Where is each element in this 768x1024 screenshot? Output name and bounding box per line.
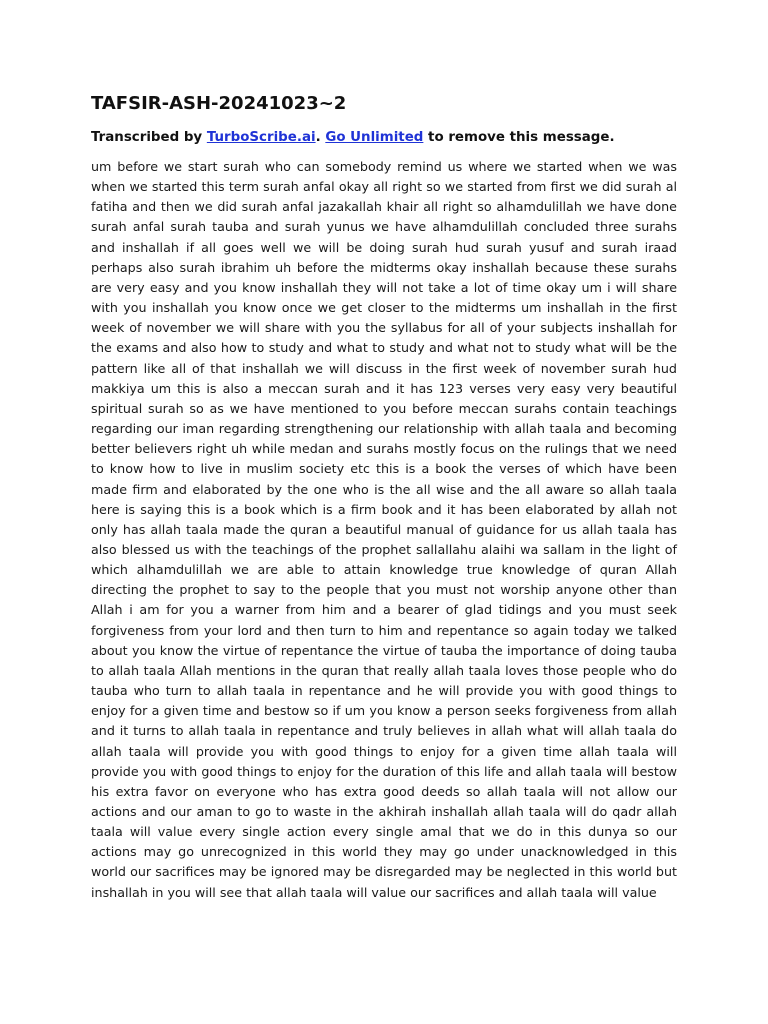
document-title: TAFSIR-ASH-20241023~2 [91, 93, 347, 114]
transcript-body: um before we start surah who can somebody remind us where we started when we was when we started this term surah anfal okay all right so we started from first we did surah al fatiha and then we did surah anfal jazakallah khair all right so alhamdulillah we have done surah anfal surah tauba and surah yunus we have alhamdulillah concluded three surahs and inshallah if all goes well we will be doing surah hud surah yusuf and surah iraad perhaps also surah ibrahim uh before the midterms okay inshallah because these surahs are very easy and you know inshallah they will not take a lot of time okay um i will share with you inshallah you know once we get closer to the midterms um inshallah in the first week of november we will share with you the syllabus for all of your subjects inshallah for the exams and also how to study and what to study and what not to study what will be the pattern like all of that inshallah we will discuss in the first week of november surah hud makkiya um this is also a meccan surah and it has 123 verses very easy very beautiful spiritual surah so as we have mentioned to you before meccan surahs contain teachings regarding our iman regarding strengthening our relationship with allah taala and becoming better believers right uh while medan and surahs mostly focus on the rulings that we need to know how to live in muslim society etc this is a book the verses of which have been made firm and elaborated by the one who is the all wise and the all aware so allah taala here is saying this is a book which is a firm book and it has been elaborated by allah not only has allah taala made the quran a beautiful manual of guidance for us allah taala has also blessed us with the teachings of the prophet sallallahu alaihi wa sallam in the light of which alhamdulillah we are able to attain knowledge true knowledge of quran Allah directing the prophet to say to the people that you must not worship anyone other than Allah i am for you a warner from him and a bearer of glad tidings and you must seek forgiveness from your lord and then turn to him and repentance so again today we talked about you know the virtue of repentance the virtue of tauba the importance of doing tauba to allah taala Allah mentions in the quran that really allah taala loves those people who do tauba who turn to allah taala in repentance and he will provide you with good things to enjoy for a given time and bestow so if um you know a person seeks forgiveness from allah and it turns to allah taala in repentance and truly believes in allah what will allah taala do allah taala will provide you with good things to enjoy for a given time allah taala will provide you with good things to enjoy for the duration of this life and allah taala will bestow his extra favor on everyone who has extra good deeds so allah taala will not allow our actions and our aman to go to waste in the akhirah inshallah allah taala will do qadr allah taala will value every single action every single amal that we do in this dunya so our actions may go unrecognized in this world they may go under unacknowledged in this world our sacrifices may be ignored may be disregarded may be neglected in this world but inshallah in you will see that allah taala will value our sacrifices and allah taala will value [91, 159, 677, 900]
turboscribe-link[interactable]: TurboScribe.ai [206, 130, 316, 145]
notice-prefix: Transcribed by [91, 130, 207, 145]
notice-suffix: to remove this message. [423, 130, 615, 145]
notice-separator: . [315, 130, 326, 145]
go-unlimited-link[interactable]: Go Unlimited [325, 130, 424, 145]
document-page [91, 92, 677, 903]
transcription-notice [91, 129, 677, 147]
